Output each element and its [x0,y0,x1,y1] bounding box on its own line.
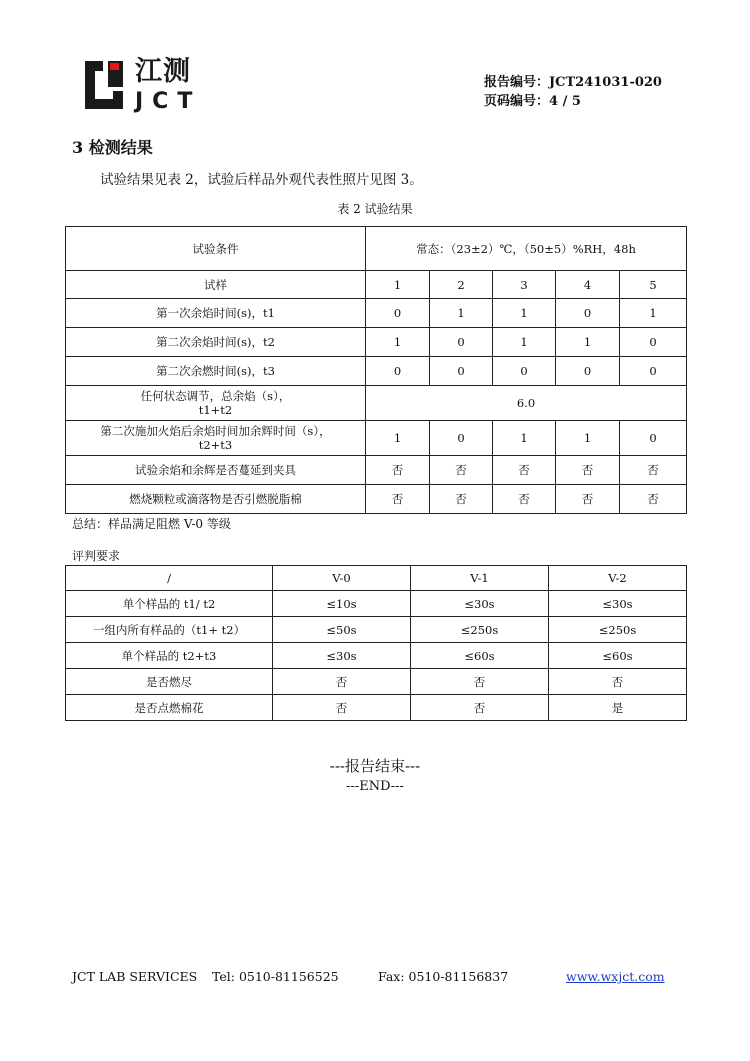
cell-value: ≤250s [411,617,549,643]
table-caption: 表 2 试验结果 [337,202,413,216]
row-label: 第二次余焰时间(s)，t2 [66,328,366,357]
requirements-title: 评判要求 [72,549,121,563]
cell-value: 否 [556,456,620,485]
row-label: 燃烧颗粒或滴落物是否引燃脱脂棉 [66,485,366,514]
cell-value: 0 [430,328,493,357]
requirements-header-row [66,566,687,591]
row-label: 第二次余燃时间(s)，t3 [66,357,366,386]
sample-id: 1 [366,271,430,299]
table-row [66,591,687,617]
cell-value: 0 [556,357,620,386]
footer-website-wrap [566,969,665,985]
table-row [66,421,687,456]
logo-english-text: JCT [135,89,202,114]
footer-fax: Fax: 0510-81156837 [378,969,509,984]
cell-value: 0 [620,357,687,386]
table-row [66,299,687,328]
sample-id: 2 [430,271,493,299]
cell-value: 否 [620,456,687,485]
row-label: 第一次余焰时间(s)，t1 [66,299,366,328]
cell-value: ≤30s [411,591,549,617]
page-number: 页码编号：4 / 5 [484,94,581,109]
row-label: 单个样品的 t1/ t2 [66,591,273,617]
section-title: 3 检测结果 [72,138,153,157]
report-end-en: ---END--- [346,779,404,794]
row-label: 是否燃尽 [66,669,273,695]
cell-value: 否 [273,695,411,721]
table-row [66,357,687,386]
cell-value: 否 [273,669,411,695]
condition-row [66,227,687,271]
cell-value: 0 [430,421,493,456]
cell-value: 否 [411,695,549,721]
condition-value: 常态：（23±2）℃，（50±5）%RH，48h [366,227,687,271]
cell-value: 1 [556,421,620,456]
row-label [66,386,366,421]
cell-value: 1 [620,299,687,328]
test-results-table [65,226,687,514]
table-row [66,695,687,721]
cell-value: 否 [430,485,493,514]
cell-value: 1 [493,421,556,456]
table-row [66,669,687,695]
section-intro: 试验结果见表 2，试验后样品外观代表性照片见图 3。 [100,172,423,188]
footer-company: JCT LAB SERVICES [72,969,198,984]
total-afterflame-value: 6.0 [366,386,687,421]
conditioning-row [66,386,687,421]
cell-value: 否 [430,456,493,485]
cell-value: 1 [366,328,430,357]
footer-tel: Tel: 0510-81156525 [212,969,339,984]
cell-value: 1 [430,299,493,328]
row-label: 试验余焰和余辉是否蔓延到夹具 [66,456,366,485]
column-header: V-2 [549,566,687,591]
cell-value: 否 [411,669,549,695]
cell-value: 0 [366,299,430,328]
cell-value: 1 [493,328,556,357]
row-label-line: 任何状态调节，总余焰（s）， [140,389,291,403]
cell-value: 否 [493,456,556,485]
row-label: 是否点燃棉花 [66,695,273,721]
row-label-line: t1+t2 [198,403,233,417]
cell-value: 否 [549,669,687,695]
column-header: V-1 [411,566,549,591]
cell-value: 0 [620,328,687,357]
cell-value: 否 [620,485,687,514]
cell-value: ≤250s [549,617,687,643]
cell-value: ≤60s [549,643,687,669]
sample-id: 3 [493,271,556,299]
cell-value: ≤30s [549,591,687,617]
cell-value: 否 [366,485,430,514]
logo-chinese-text: 江测 [135,56,191,87]
report-end-cn: ---报告结束--- [329,757,421,775]
company-logo [83,57,218,117]
row-label: 单个样品的 t2+t3 [66,643,273,669]
report-number: 报告编号：JCT241031-020 [484,75,662,90]
cell-value: 是 [549,695,687,721]
sample-id: 4 [556,271,620,299]
cell-value: ≤50s [273,617,411,643]
column-header: V-0 [273,566,411,591]
website-link[interactable]: www.wxjct.com [566,969,665,984]
row-label-line: t2+t3 [198,438,233,452]
cell-value: 0 [556,299,620,328]
cell-value: ≤30s [273,643,411,669]
cell-value: ≤60s [411,643,549,669]
sample-header-row [66,271,687,299]
results-summary: 总结：样品满足阻燃 V-0 等级 [72,517,231,531]
cell-value: 否 [556,485,620,514]
condition-label: 试验条件 [66,227,366,271]
row-label [66,421,366,456]
cell-value: 0 [430,357,493,386]
cell-value: 1 [493,299,556,328]
row-label-line: 第二次施加火焰后余焰时间加余辉时间（s）， [100,424,331,438]
column-header: / [66,566,273,591]
cell-value: 0 [493,357,556,386]
cell-value: 0 [366,357,430,386]
cell-value: 0 [620,421,687,456]
cell-value: 1 [366,421,430,456]
sample-id: 5 [620,271,687,299]
table-row [66,643,687,669]
sample-label: 试样 [66,271,366,299]
table-row [66,617,687,643]
table-row [66,328,687,357]
cell-value: 否 [366,456,430,485]
cell-value: 否 [493,485,556,514]
cell-value: 1 [556,328,620,357]
row-label: 一组内所有样品的（t1+ t2） [66,617,273,643]
table-row [66,485,687,514]
requirements-table [65,565,687,721]
cell-value: ≤10s [273,591,411,617]
table-row [66,456,687,485]
jct-logo-icon [83,57,127,113]
